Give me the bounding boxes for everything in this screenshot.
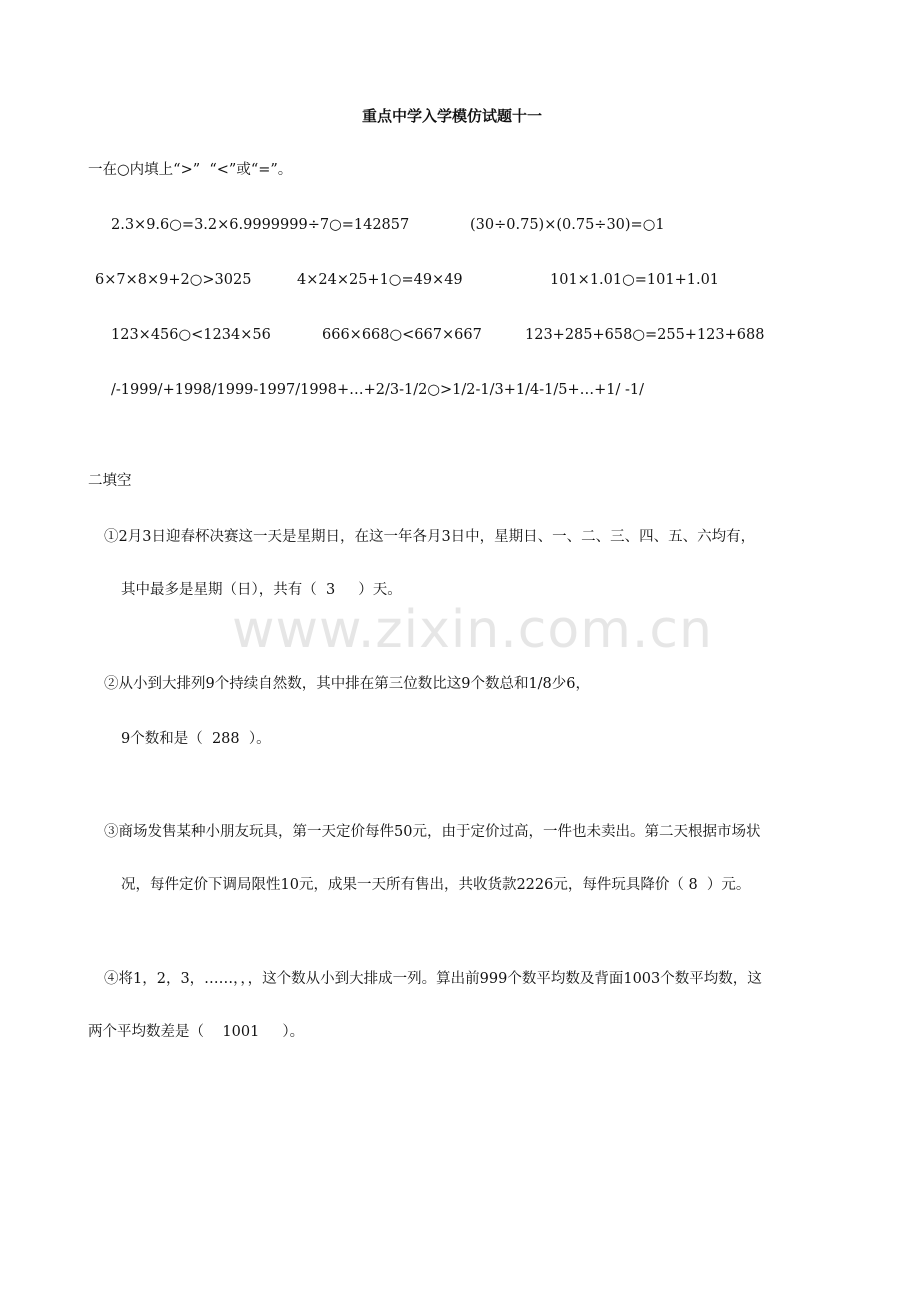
math-expression: 666×668○<667×667 [322, 327, 482, 343]
math-expression: 123+285+658○=255+123+688 [525, 327, 765, 343]
watermark: www.zixin.com.cn [232, 600, 713, 660]
math-expression: 6×7×8×9+2○>3025 [95, 272, 252, 288]
math-expression: 4×24×25+1○=49×49 [297, 272, 463, 288]
question-1-line-1: ①2月3日迎春杯决赛这一天是星期日，在这一年各月3日中，星期日、一、二、三、四、五、六均有， [104, 529, 756, 545]
math-expression: 2.3×9.6○=3.2×6.9999999÷7○=142857 [111, 217, 410, 233]
question-2-line-2: 9个数和是（ 288 ）。 [121, 731, 271, 747]
section2-heading: 二填空 [88, 473, 132, 489]
math-expression: (30÷0.75)×(0.75÷30)=○1 [470, 217, 665, 233]
question-1-line-2: 其中最多是星期（日），共有（ 3 ）天。 [121, 582, 402, 598]
question-4-line-2: 两个平均数差是（ 1001 ）。 [88, 1024, 305, 1040]
question-2-line-1: ②从小到大排列9个持续自然数，其中排在第三位数比这9个数总和1/8少6， [104, 676, 591, 692]
question-4-line-1: ④将1，2，3，……，，，这个数从小到大排成一列。算出前999个数平均数及背面1003个数平均数，这 [104, 971, 762, 987]
math-expression: /-1999/+1998/1999-1997/1998+…+2/3-1/2○>1/2-1/3+1/4-1/5+…+1/ -1/ [111, 382, 644, 398]
question-3-line-2: 况，每件定价下调局限性10元，成果一天所有售出，共收货款2226元，每件玩具降价（ 8 ）元。 [121, 877, 751, 893]
math-expression: 123×456○<1234×56 [111, 327, 271, 343]
section1-heading: 一在○内填上“>” “<”或“=”。 [88, 162, 293, 178]
question-3-line-1: ③商场发售某种小朋友玩具，第一天定价每件50元，由于定价过高，一件也未卖出。第二天根据市场状 [104, 824, 761, 840]
math-expression: 101×1.01○=101+1.01 [550, 272, 720, 288]
page-title: 重点中学入学模仿试题十一 [362, 107, 543, 125]
